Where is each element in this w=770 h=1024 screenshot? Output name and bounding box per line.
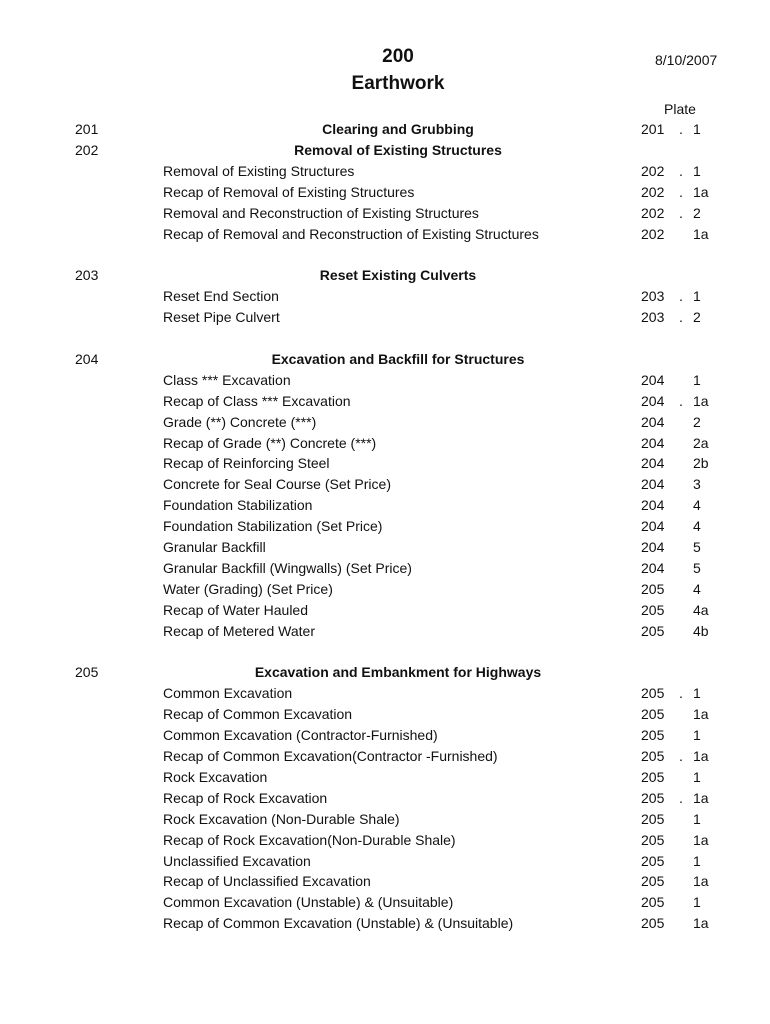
plate-separator: . [679, 685, 683, 701]
plate-sub: 1 [693, 288, 701, 304]
plate-number: 204 [641, 497, 665, 513]
item-label: Recap of Rock Excavation(Non-Durable Shale) [163, 832, 456, 848]
plate-sub: 1a [693, 915, 709, 931]
plate-separator: . [679, 309, 683, 325]
item-label: Recap of Removal of Existing Structures [163, 184, 415, 200]
plate-separator: . [679, 163, 683, 179]
item-label: Unclassified Excavation [163, 853, 311, 869]
plate-number: 205 [641, 915, 665, 931]
plate-separator: . [679, 121, 683, 137]
plate-sub: 1 [693, 811, 701, 827]
item-label: Recap of Metered Water [163, 623, 315, 639]
plate-number: 202 [641, 205, 665, 221]
list-item [0, 913, 770, 934]
plate-number: 204 [641, 539, 665, 555]
plate-number: 204 [641, 518, 665, 534]
plate-number: 205 [641, 853, 665, 869]
plate-number: 205 [641, 790, 665, 806]
plate-number: 205 [641, 602, 665, 618]
plate-number: 205 [641, 769, 665, 785]
list-item [0, 224, 770, 245]
plate-sub: 1a [693, 706, 709, 722]
plate-number: 203 [641, 288, 665, 304]
item-label: Reset Pipe Culvert [163, 309, 280, 325]
plate-sub: 1a [693, 226, 709, 242]
plate-separator: . [679, 184, 683, 200]
plate-sub: 5 [693, 539, 701, 555]
plate-number: 205 [641, 581, 665, 597]
item-label: Foundation Stabilization (Set Price) [163, 518, 383, 534]
plate-sub: 1a [693, 184, 709, 200]
list-item [0, 579, 770, 600]
plate-sub: 1a [693, 873, 709, 889]
plate-number: 204 [641, 455, 665, 471]
plate-number: 204 [641, 393, 665, 409]
list-item [0, 830, 770, 851]
list-item [0, 725, 770, 746]
plate-sub: 2 [693, 205, 701, 221]
item-label: Concrete for Seal Course (Set Price) [163, 476, 391, 492]
chapter-title: Earthwork [351, 73, 445, 94]
plate-number: 204 [641, 476, 665, 492]
section-row [0, 119, 770, 140]
list-item [0, 516, 770, 537]
plate-sub: 4 [693, 497, 701, 513]
plate-number: 205 [641, 832, 665, 848]
section-number: 204 [75, 351, 99, 367]
document-date: 8/10/2007 [655, 52, 718, 68]
plate-sub: 1 [693, 727, 701, 743]
plate-sub: 4 [693, 518, 701, 534]
plate-number: 203 [641, 309, 665, 325]
plate-number: 205 [641, 748, 665, 764]
section-number: 201 [75, 121, 99, 137]
section-number: 203 [75, 267, 99, 283]
item-label: Removal and Reconstruction of Existing Structures [163, 205, 479, 221]
item-label: Rock Excavation (Non-Durable Shale) [163, 811, 400, 827]
plate-sub: 1 [693, 894, 701, 910]
plate-sub: 3 [693, 476, 701, 492]
plate-sub: 5 [693, 560, 701, 576]
section-row [0, 349, 770, 370]
plate-column-header: Plate [664, 101, 696, 117]
plate-sub: 1 [693, 853, 701, 869]
item-label: Recap of Common Excavation(Contractor -Furnished) [163, 748, 498, 764]
item-label: Recap of Reinforcing Steel [163, 455, 330, 471]
list-item [0, 683, 770, 704]
item-label: Common Excavation (Contractor-Furnished) [163, 727, 438, 743]
section-title: Removal of Existing Structures [294, 142, 502, 158]
plate-sub: 1 [693, 769, 701, 785]
plate-number: 204 [641, 414, 665, 430]
list-item [0, 453, 770, 474]
list-item [0, 474, 770, 495]
list-item [0, 286, 770, 307]
list-item [0, 746, 770, 767]
plate-number: 205 [641, 623, 665, 639]
list-item [0, 433, 770, 454]
item-label: Common Excavation [163, 685, 293, 701]
list-item [0, 809, 770, 830]
list-item [0, 704, 770, 725]
list-item [0, 621, 770, 642]
list-item [0, 600, 770, 621]
list-item [0, 767, 770, 788]
item-label: Recap of Water Hauled [163, 602, 308, 618]
plate-sub: 1 [693, 685, 701, 701]
list-item [0, 307, 770, 328]
list-item [0, 412, 770, 433]
section-title: Excavation and Backfill for Structures [271, 351, 525, 367]
item-label: Recap of Class *** Excavation [163, 393, 351, 409]
list-item [0, 495, 770, 516]
list-item [0, 203, 770, 224]
plate-sub: 2 [693, 414, 701, 430]
plate-number: 202 [641, 163, 665, 179]
plate-separator: . [679, 288, 683, 304]
section-row [0, 662, 770, 683]
section-number: 205 [75, 664, 99, 680]
item-label: Foundation Stabilization [163, 497, 313, 513]
section-title: Reset Existing Culverts [319, 267, 477, 283]
plate-number: 204 [641, 560, 665, 576]
plate-separator: . [679, 205, 683, 221]
list-item [0, 182, 770, 203]
section-row [0, 140, 770, 161]
section-title: Excavation and Embankment for Highways [254, 664, 542, 680]
plate-sub: 1a [693, 393, 709, 409]
item-label: Recap of Removal and Reconstruction of Existing Structures [163, 226, 539, 242]
item-label: Reset End Section [163, 288, 279, 304]
plate-number: 204 [641, 435, 665, 451]
plate-sub: 1a [693, 832, 709, 848]
plate-sub: 1 [693, 121, 701, 137]
item-label: Granular Backfill (Wingwalls) (Set Price) [163, 560, 412, 576]
plate-sub: 2b [693, 455, 709, 471]
plate-sub: 4a [693, 602, 709, 618]
plate-sub: 1a [693, 790, 709, 806]
plate-separator: . [679, 748, 683, 764]
list-item [0, 537, 770, 558]
plate-number: 205 [641, 706, 665, 722]
plate-number: 205 [641, 894, 665, 910]
plate-sub: 1 [693, 372, 701, 388]
item-label: Recap of Unclassified Excavation [163, 873, 371, 889]
list-item [0, 788, 770, 809]
plate-separator: . [679, 790, 683, 806]
plate-number: 205 [641, 811, 665, 827]
item-label: Water (Grading) (Set Price) [163, 581, 333, 597]
plate-number: 202 [641, 184, 665, 200]
plate-sub: 2a [693, 435, 709, 451]
item-label: Recap of Rock Excavation [163, 790, 328, 806]
list-item [0, 851, 770, 872]
item-label: Removal of Existing Structures [163, 163, 355, 179]
list-item [0, 871, 770, 892]
item-label: Recap of Grade (**) Concrete (***) [163, 435, 377, 451]
plate-sub: 2 [693, 309, 701, 325]
plate-number: 201 [641, 121, 665, 137]
item-label: Rock Excavation [163, 769, 268, 785]
item-label: Recap of Common Excavation (Unstable) & (Unsuitable) [163, 915, 514, 931]
plate-sub: 1 [693, 163, 701, 179]
list-item [0, 558, 770, 579]
chapter-number: 200 [382, 46, 414, 67]
list-item [0, 161, 770, 182]
item-label: Class *** Excavation [163, 372, 291, 388]
item-label: Granular Backfill [163, 539, 266, 555]
plate-number: 205 [641, 727, 665, 743]
list-item [0, 370, 770, 391]
list-item [0, 391, 770, 412]
item-label: Common Excavation (Unstable) & (Unsuitable) [163, 894, 454, 910]
plate-sub: 1a [693, 748, 709, 764]
section-row [0, 265, 770, 286]
plate-sub: 4 [693, 581, 701, 597]
section-number: 202 [75, 142, 99, 158]
list-item [0, 892, 770, 913]
plate-number: 205 [641, 873, 665, 889]
plate-number: 204 [641, 372, 665, 388]
plate-separator: . [679, 393, 683, 409]
plate-sub: 4b [693, 623, 709, 639]
item-label: Recap of Common Excavation [163, 706, 353, 722]
item-label: Grade (**) Concrete (***) [163, 414, 317, 430]
plate-number: 202 [641, 226, 665, 242]
plate-number: 205 [641, 685, 665, 701]
section-title: Clearing and Grubbing [322, 121, 474, 137]
